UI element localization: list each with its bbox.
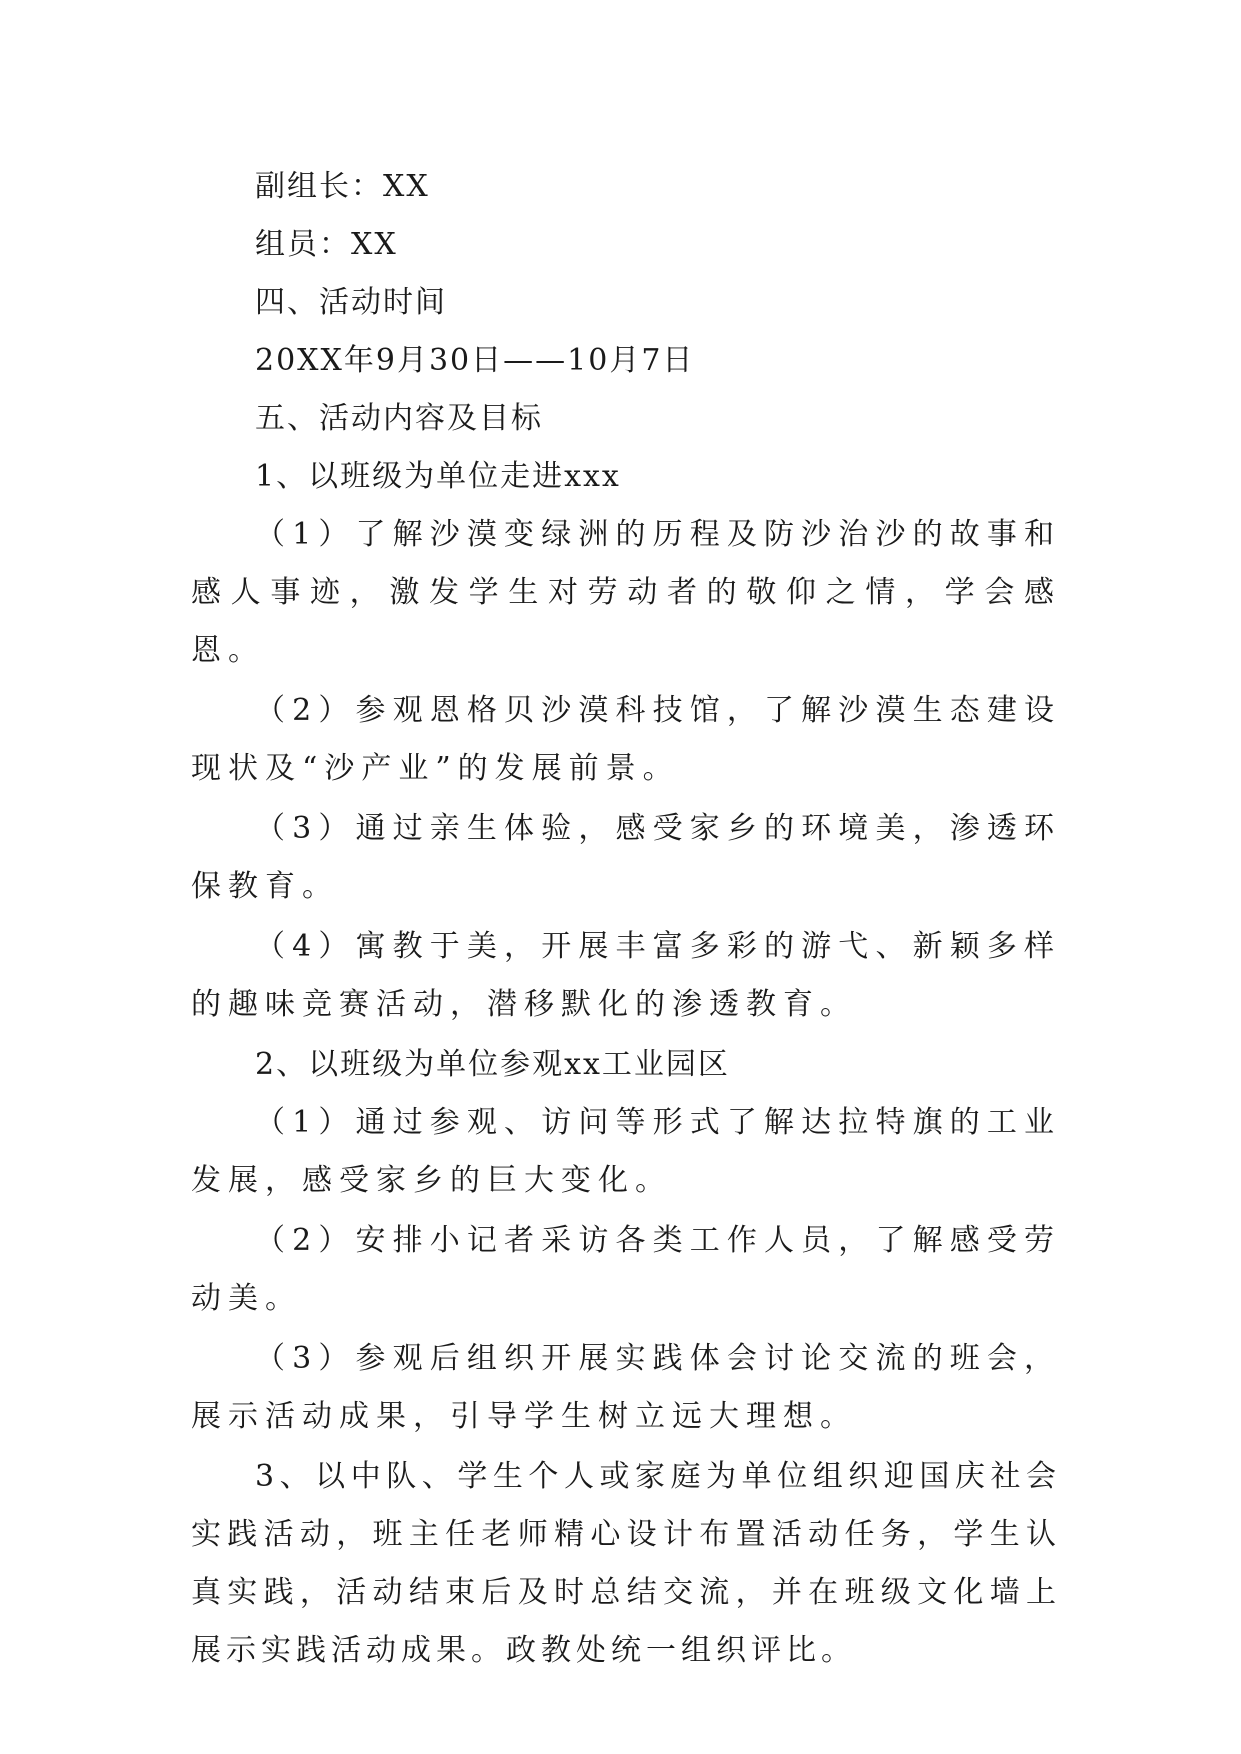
item-1-4-paragraph: （4）寓教于美，开展丰富多彩的游弋、新颖多样的趣味竞赛活动，潜移默化的渗透教育。 xyxy=(191,929,1061,1022)
item-1-1-paragraph: （1）了解沙漠变绿洲的历程及防沙治沙的故事和感人事迹，激发学生对劳动者的敬仰之情，学会感恩。 xyxy=(191,517,1061,668)
item-1-3-paragraph: （3）通过亲生体验，感受家乡的环境美，渗透环保教育。 xyxy=(191,811,1061,904)
document-body xyxy=(191,158,1061,1682)
item-3-paragraph: 3、以中队、学生个人或家庭为单位组织迎国庆社会实践活动，班主任老师精心设计布置活动任务，学生认真实践，活动结束后及时总结交流，并在班级文化墙上展示实践活动成果。政教处统一组织评比。 xyxy=(191,1459,1061,1668)
section-heading-time: 四、活动时间 xyxy=(255,285,447,320)
section-heading-content: 五、活动内容及目标 xyxy=(255,401,543,436)
vice-leader-line: 副组长：XX xyxy=(255,169,430,204)
item-2-1-paragraph: （1）通过参观、访问等形式了解达拉特旗的工业发展，感受家乡的巨大变化。 xyxy=(191,1105,1061,1198)
item-2-2-paragraph: （2）安排小记者采访各类工作人员，了解感受劳动美。 xyxy=(191,1223,1061,1316)
item-1-heading: 1、以班级为单位走进xxx xyxy=(255,459,621,494)
item-1-2-paragraph: （2）参观恩格贝沙漠科技馆，了解沙漠生态建设现状及“沙产业”的发展前景。 xyxy=(191,693,1061,786)
members-line: 组员：XX xyxy=(255,227,398,262)
item-2-heading: 2、以班级为单位参观xx工业园区 xyxy=(255,1047,730,1082)
item-2-3-paragraph: （3）参观后组织开展实践体会讨论交流的班会，展示活动成果，引导学生树立远大理想。 xyxy=(191,1341,1061,1434)
activity-dates: 20XX年9月30日——10月7日 xyxy=(255,343,695,378)
